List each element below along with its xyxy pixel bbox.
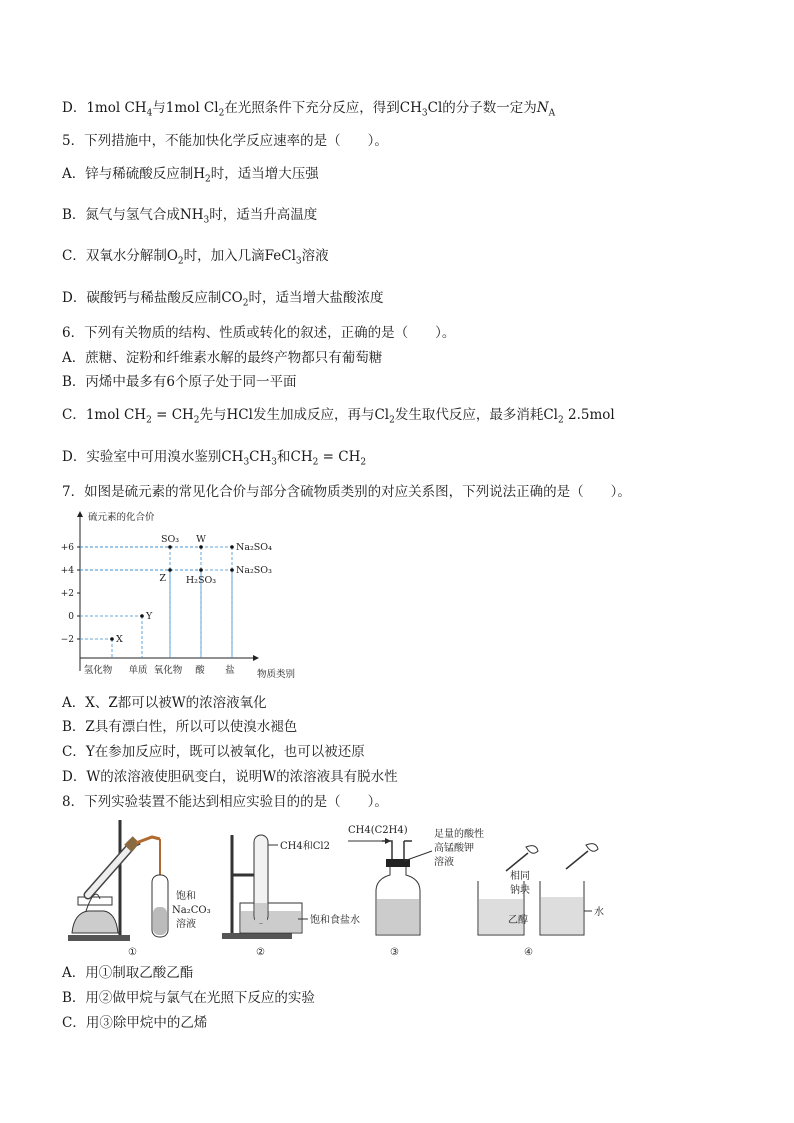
q6-option-c: C．1mol $CH_2 = CH_2$先与HCl发生加成反应，再与$Cl_2$发生取代反应，最多消耗$Cl_2$ 2.5mol	[62, 407, 615, 426]
fig2-liquid-label: 饱和食盐水	[310, 915, 360, 926]
q6-option-b: B．丙烯中最多有6个原子处于同一平面	[62, 374, 297, 390]
x-axis-label: 物质类别	[257, 669, 296, 680]
point-label-z: Z	[159, 573, 166, 584]
q7-option-c: C．Y在参加反应时，既可以被氧化，也可以被还原	[62, 744, 365, 760]
x-category-label: 氧化物	[153, 665, 183, 676]
point-z	[168, 568, 172, 572]
sulfur-valence-chart	[60, 506, 320, 684]
y-tick-label: +2	[60, 589, 74, 599]
q8-option-b: B．用②做甲烷与氯气在光照下反应的实验	[62, 990, 315, 1006]
fig1-label-line3: 溶液	[176, 919, 196, 930]
q6-option-d: D．实验室中可用溴水鉴别$CH_3CH_3$和$CH_2 = CH_2$	[62, 449, 367, 468]
point-label-na2so3: Na₂SO₃	[236, 565, 272, 576]
point-na2so3	[230, 568, 234, 572]
point-so3	[168, 545, 172, 549]
y-tick-label: +4	[60, 566, 74, 576]
x-category-label: 盐	[225, 665, 235, 676]
fig4-right-label: 水	[594, 907, 604, 918]
y-tick-label: −2	[60, 635, 74, 645]
q5-stem: 5．下列措施中，不能加快化学反应速率的是（ ）。	[62, 133, 388, 149]
experiment-apparatus-figures	[60, 815, 700, 960]
q7-option-b: B．Z具有漂白性，所以可以使溴水褪色	[62, 719, 298, 735]
q5-option-a: A．锌与稀硫酸反应制$H_2$时，适当增大压强	[62, 166, 319, 185]
point-h2so3	[199, 568, 203, 572]
point-label-na2so4: Na₂SO₄	[236, 542, 272, 553]
point-label-w: W	[196, 534, 206, 545]
x-category-label: 酸	[195, 665, 205, 676]
y-tick-label: +6	[60, 543, 74, 553]
apparatus-2	[222, 835, 360, 958]
fig3-liquid-line3: 溶液	[434, 857, 454, 868]
x-category-label: 单质	[128, 665, 148, 676]
fig1-label-line2: Na₂CO₃	[172, 905, 211, 916]
q7-stem: 7．如图是硫元素的常见化合价与部分含硫物质类别的对应关系图，下列说法正确的是（ ）。	[62, 484, 631, 500]
fig1-label-line1: 饱和	[176, 891, 196, 902]
point-na2so4	[230, 545, 234, 549]
y-tick-label: 0	[68, 612, 74, 622]
q5-option-d: D．碳酸钙与稀盐酸反应制$CO_2$时，适当增大盐酸浓度	[62, 290, 384, 309]
point-w	[199, 545, 203, 549]
q5-option-c: C．双氧水分解制$O_2$时，加入几滴FeCl$_3$溶液	[62, 248, 329, 267]
q8-stem: 8．下列实验装置不能达到相应实验目的的是（ ）。	[62, 794, 388, 810]
apparatus-3	[348, 825, 484, 958]
q4-option-d: D．1mol $CH_4$与1mol $Cl_2$在光照条件下充分反应，得到$CH_3Cl$的分子数一定为$N_A$	[62, 100, 556, 119]
y-axis-label: 硫元素的化合价	[88, 512, 155, 523]
fig3-gas-label: CH4(C2H4)	[348, 825, 408, 836]
fig2-gas-label: CH4和Cl2	[280, 841, 330, 852]
q7-option-a: A．X、Z都可以被W的浓溶液氧化	[62, 695, 267, 711]
point-label-so3: SO₃	[160, 534, 180, 545]
q8-option-a: A．用①制取乙酸乙酯	[62, 965, 194, 981]
q6-option-a: A．蔗糖、淀粉和纤维素水解的最终产物都只有葡萄糖	[62, 350, 383, 366]
q8-option-c: C．用③除甲烷中的乙烯	[62, 1015, 208, 1031]
point-y	[140, 614, 144, 618]
fig4-number: ④	[524, 947, 533, 958]
fig4-block-line1: 相同	[510, 871, 530, 882]
q5-option-b: B．氮气与氢气合成$NH_3$时，适当升高温度	[62, 207, 318, 226]
point-label-y: Y	[146, 611, 153, 622]
apparatus-1	[68, 820, 211, 958]
point-x	[110, 637, 114, 641]
q6-stem: 6．下列有关物质的结构、性质或转化的叙述，正确的是（ ）。	[62, 325, 456, 341]
fig4-block-line2: 钠块	[510, 885, 530, 896]
q7-option-d: D．W的浓溶液使胆矾变白，说明W的浓溶液具有脱水性	[62, 769, 398, 785]
fig2-number: ②	[256, 947, 265, 958]
fig3-number: ③	[390, 947, 399, 958]
x-category-label: 氢化物	[83, 665, 113, 676]
apparatus-4	[478, 844, 604, 958]
point-label-x: X	[116, 634, 123, 645]
fig3-liquid-line2: 高锰酸钾	[434, 843, 474, 854]
point-label-h2so3: H₂SO₃	[185, 575, 217, 586]
fig3-liquid-line1: 足量的酸性	[434, 829, 484, 840]
fig1-number: ①	[128, 947, 137, 958]
fig4-left-label: 乙醇	[508, 915, 528, 926]
